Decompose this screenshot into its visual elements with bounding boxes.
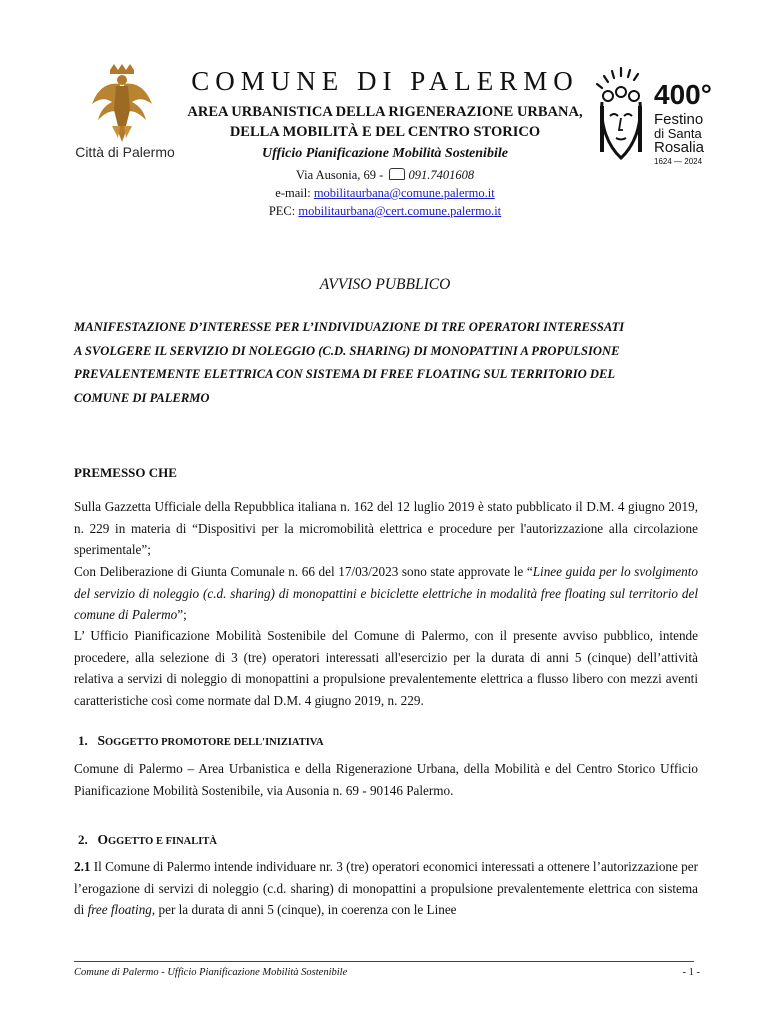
- subject-line-3: PREVALENTEMENTE ELETTRICA CON SISTEMA DI FREE FLOATING SUL TERRITORIO DEL: [74, 367, 616, 381]
- department-line-1: AREA URBANISTICA DELLA RIGENERAZIONE URBANA,: [187, 104, 583, 120]
- subject-line-2: A SVOLGERE IL SERVIZIO DI NOLEGGIO (C.D. SHARING) DI MONOPATTINI A PROPULSIONE: [74, 343, 620, 358]
- premesso-title: PREMESSO CHE: [74, 465, 177, 480]
- city-logo-text: Città di Palermo: [75, 144, 175, 160]
- footer-text: Comune di Palermo - Ufficio Pianificazione Mobilità Sostenibile: [74, 967, 348, 978]
- address-line: [160, 168, 610, 183]
- subject-line-1: MANIFESTAZIONE D’INTERESSE PER L’INDIVIDUAZIONE DI TRE OPERATORI INTERESSATI: [74, 320, 625, 334]
- festino-number: 400°: [654, 79, 712, 110]
- pec-link[interactable]: mobilitaurbana@cert.comune.palermo.it: [298, 204, 502, 218]
- phone-number: 091.7401608: [408, 168, 475, 182]
- guidelines-title: Linee guida per lo svolgimento del servizio di noleggio (c.d. sharing) di monopattini e biciclette elettriche in modalità free floating sul territorio del comune di Palermo: [74, 564, 698, 622]
- premesso-paragraph-1: Sulla Gazzetta Ufficiale della Repubblica italiana n. 162 del 12 luglio 2019 è stato pubblicato il D.M. 4 giugno 2019, n. 229 in materia di “Dispositivi per la micromobilità elettrica e procedure per l'autorizzazione alla circolazione sperimentale”;: [74, 499, 698, 557]
- eagle-crest-icon: [90, 64, 154, 144]
- document-subject: [74, 316, 704, 410]
- section-2-title: 2. OGGETTO E FINALITÀ: [78, 832, 217, 847]
- festino-line3: Rosalia: [654, 139, 705, 156]
- email-line: [160, 186, 610, 201]
- document-heading: AVVISO PUBBLICO: [319, 276, 451, 293]
- address-text: Via Ausonia, 69 -: [295, 168, 384, 182]
- section-1-title: 1. SOGGETTO PROMOTORE DELL'INIZIATIVA: [78, 733, 324, 748]
- subject-line-4: COMUNE DI PALERMO: [74, 390, 210, 405]
- festino-line1: Festino: [654, 111, 704, 128]
- email-label: e-mail:: [275, 186, 311, 200]
- santa-rosalia-face-icon: [596, 66, 716, 166]
- footer-divider: [74, 961, 694, 962]
- premesso-paragraph-3: L’ Ufficio Pianificazione Mobilità Sostenibile del Comune di Palermo, con il presente avviso pubblico, intende procedere, alla selezione di 3 (tre) operatori interessati all'esercizio per la durata di anni 5 (cinque) dell’attività relativa a servizi di noleggio di monopattini a propulsione prevalentemente elettrica a flusso libero con mezzi aventi caratteristiche così come normate dal D.M. 4 giugno 2019, n. 229.: [74, 628, 698, 708]
- festino-years: 1624 — 2024: [654, 157, 703, 166]
- office-name: Ufficio Pianificazione Mobilità Sostenibile: [262, 146, 508, 161]
- phone-icon: [389, 168, 405, 180]
- municipality-title: COMUNE DI PALERMO: [191, 66, 579, 96]
- email-link[interactable]: mobilitaurbana@comune.palermo.it: [313, 186, 495, 200]
- festino-santa-rosalia-logo: [596, 66, 716, 166]
- premesso-paragraph-2: Con Deliberazione di Giunta Comunale n. 66 del 17/03/2023 sono state approvate le “Linee guida per lo svolgimento del servizio di noleggio (c.d. sharing) di monopattini e biciclette elettriche in modalità free floating sul territorio del comune di Palermo”;: [74, 564, 698, 622]
- page-number: - 1 -: [682, 967, 700, 978]
- section-2-1-paragraph: 2.1 Il Comune di Palermo intende individuare nr. 3 (tre) operatori economici interessati a ottenere l’autorizzazione per l’erogazione di servizi di noleggio (c.d. sharing) di monopattini a propulsione prevalentemente elettrica con sistema di free floating, per la durata di anni 5 (cinque), in coerenza con le Linee: [74, 859, 698, 917]
- pec-line: [160, 204, 610, 219]
- festino-line2: di Santa: [654, 126, 702, 141]
- department-line-2: DELLA MOBILITÀ E DEL CENTRO STORICO: [229, 124, 541, 140]
- pec-label: PEC:: [268, 204, 296, 218]
- section-1-text: Comune di Palermo – Area Urbanistica e della Rigenerazione Urbana, della Mobilità e del Centro Storico Ufficio Pianificazione Mobilità Sostenibile, via Ausonia n. 69 - 90146 Palermo.: [74, 761, 698, 798]
